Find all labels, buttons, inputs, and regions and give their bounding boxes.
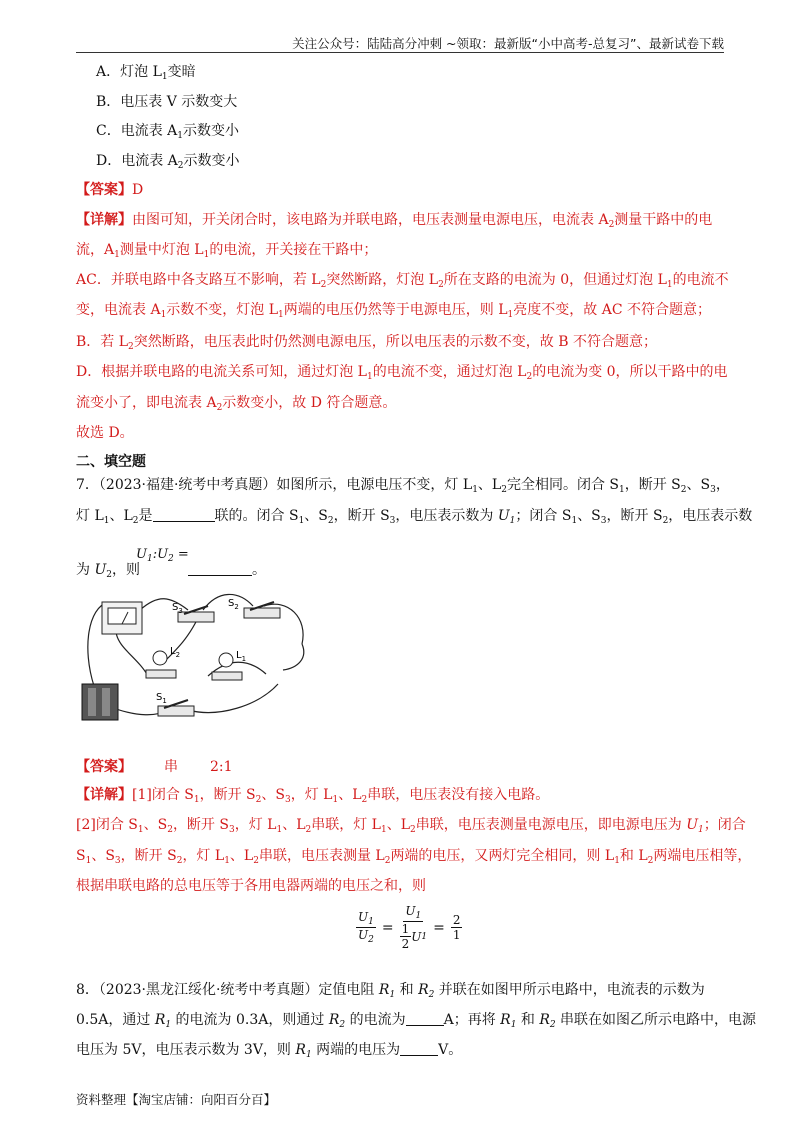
t: 是 (138, 508, 153, 524)
t: 、S (304, 508, 328, 524)
option-d (96, 151, 240, 176)
answer-blank[interactable] (400, 1041, 438, 1056)
q7-detail-4 (76, 876, 426, 896)
label-s3 (172, 602, 183, 615)
option-text: 电压表 V 示数变大 (120, 94, 238, 110)
s: 2 (647, 856, 654, 866)
t: 和 (395, 982, 419, 998)
option-letter: A． (96, 64, 121, 80)
s: 2 (128, 342, 134, 352)
bulb-base (146, 670, 176, 678)
s: 1 (415, 911, 422, 921)
t: ，则 (112, 562, 140, 578)
s: 1 (162, 697, 167, 705)
answer-blank[interactable] (188, 561, 252, 576)
fraction-result (451, 913, 463, 942)
s: 3 (600, 516, 607, 526)
s: 2 (255, 795, 262, 805)
s: 1 (510, 1020, 517, 1030)
q6-detail-6 (76, 362, 728, 387)
numerator: 2 (452, 913, 461, 927)
t: ；闭合 S (515, 508, 572, 524)
label-s2 (228, 598, 239, 611)
t: 流，A (76, 242, 115, 258)
t: 、S (261, 787, 285, 803)
s: 2 (327, 516, 334, 526)
s: 2 (176, 856, 183, 866)
t: 两端电压相等， (653, 848, 752, 864)
t: 、L (282, 817, 306, 833)
t: ；闭合 (703, 817, 746, 833)
s: 1 (160, 310, 167, 320)
t: 联的。闭合 S (214, 508, 299, 524)
battery-box (82, 684, 118, 720)
t: R (500, 1012, 511, 1028)
s: 2 (216, 403, 223, 413)
label-l1 (236, 650, 246, 663)
s: 1 (619, 485, 625, 495)
option-sub: 1 (177, 131, 184, 141)
t: ，断开 S (199, 787, 256, 803)
t: S (228, 598, 235, 609)
s: 1 (368, 917, 374, 927)
t: U (497, 508, 510, 524)
option-text: 灯泡 L (120, 64, 162, 80)
t: R (328, 1012, 340, 1028)
s: 2 (526, 372, 533, 382)
s: 2 (549, 1020, 556, 1030)
t: 故选 D。 (76, 425, 134, 441)
t: 串联在如图乙所示电路中，电源 (555, 1012, 757, 1028)
q6-answer (76, 180, 143, 200)
option-text-post: 变暗 (167, 64, 196, 80)
answer-value: D (132, 182, 144, 198)
option-text-post: 示数变小 (183, 123, 240, 139)
q8-line-2 (76, 1010, 756, 1035)
q7-line-1 (76, 475, 730, 500)
t: 的电流，开关接在干路中； (209, 242, 378, 258)
t: ，灯 L (234, 817, 277, 833)
t: ，断开 S (172, 817, 229, 833)
s: 2 (339, 1020, 346, 1030)
s: 1 (203, 250, 210, 260)
s: 2 (662, 516, 669, 526)
t: 8．（2023·黑龙江绥化·统考中考真题）定值电阻 (76, 982, 379, 998)
battery (82, 684, 118, 720)
s: 2 (320, 280, 327, 290)
t: 示数变小，故 D 符合题意。 (222, 395, 397, 411)
option-c (96, 121, 239, 146)
t: 、S (143, 817, 168, 833)
bulb-glass (219, 653, 233, 667)
s: 2 (106, 570, 112, 580)
t: ，灯 L (182, 848, 225, 864)
t: 、L (386, 817, 411, 833)
t: U (411, 929, 422, 944)
t: ，断开 S (333, 508, 390, 524)
s: 2 (384, 856, 391, 866)
t: 所在支路的电流为 0，但通过灯泡 L (443, 272, 667, 288)
s: 2 (428, 990, 435, 1000)
q6-detail-3 (76, 270, 729, 295)
switch-s3 (178, 606, 214, 622)
formula (356, 904, 462, 951)
t: 、L (477, 477, 502, 493)
s: 2 (680, 485, 687, 495)
s: 1 (114, 250, 120, 260)
t: ，断开 S (624, 477, 681, 493)
detail-label: 【详解】 (76, 787, 132, 803)
answer-label: 【答案】 (76, 182, 132, 198)
t: 、S (686, 477, 711, 493)
option-sub: 2 (177, 161, 184, 171)
s: 1 (137, 825, 144, 835)
t: 突然断路，电压表此时仍然测电源电压，所以电压表的示数不变，故 B 不符合题意； (133, 334, 657, 350)
wire (283, 644, 304, 670)
s: 1 (103, 516, 110, 526)
equals-sign: = (433, 919, 445, 936)
numerator (356, 910, 376, 928)
s: 1 (507, 310, 514, 320)
t: 突然断路，灯泡 L (326, 272, 439, 288)
t: L (170, 646, 176, 657)
t: 两端的电压为 (311, 1042, 401, 1058)
s: 1 (366, 372, 373, 382)
q7-detail-2 (76, 815, 746, 840)
option-text: 电流表 A (121, 153, 178, 169)
t: 、S (91, 848, 115, 864)
t: 两端的电压仍然等于电源电压，则 L (283, 302, 508, 318)
option-letter: B． (96, 94, 121, 110)
t: U (136, 547, 147, 562)
t: 流变小了，即电流表 A (76, 395, 217, 411)
t: [1]闭合 S (132, 787, 194, 803)
s: 2 (410, 825, 416, 835)
page-footer: 资料整理【淘宝店铺：向阳百分百】 (76, 1092, 277, 1107)
fraction-half (400, 904, 428, 951)
q7-answer (76, 757, 233, 777)
t: 由图可知，开关闭合时，该电路为并联电路，电压表测量电源电压，电流表 A (132, 212, 609, 228)
battery-cell (102, 688, 110, 716)
s: 1 (146, 554, 153, 564)
s: 2 (305, 825, 312, 835)
t: ，灯 L (290, 787, 333, 803)
s: 2 (234, 603, 239, 611)
voltmeter-dial (108, 608, 136, 624)
t: 示数不变，灯泡 L (166, 302, 279, 318)
t: 的电流为 0.3A，则通过 (171, 1012, 329, 1028)
switch-base (178, 612, 214, 622)
q6-detail-4 (76, 300, 711, 325)
t: ，断开 S (120, 848, 177, 864)
t: 亮度不变，故 AC 不符合题意； (513, 302, 711, 318)
t: 并联在如图甲所示电路中，电流表的示数为 (434, 982, 705, 998)
option-letter: C． (96, 123, 121, 139)
t: 。 (252, 562, 266, 578)
wire (188, 684, 278, 712)
s: 1 (614, 856, 620, 866)
fraction-u1-u2 (356, 910, 376, 945)
q7-blank-line (188, 560, 266, 580)
t: U (358, 928, 369, 942)
denominator (400, 922, 428, 951)
t: R (378, 982, 390, 998)
s: 1 (332, 795, 339, 805)
t: S (76, 848, 86, 864)
numerator: 1 (401, 922, 410, 936)
q6-detail-8 (76, 423, 134, 443)
t: = (173, 547, 189, 562)
s: 3 (228, 825, 235, 835)
s: 1 (666, 280, 673, 290)
s: 1 (421, 931, 428, 942)
q6-detail-7 (76, 393, 396, 418)
numerator (403, 904, 423, 922)
s: 1 (278, 310, 284, 320)
voltmeter (102, 602, 142, 634)
t: 的电流不 (672, 272, 729, 288)
t: 测量干路中的电 (614, 212, 713, 228)
t: 0.5A，通过 (76, 1012, 155, 1028)
half-fraction (400, 922, 412, 951)
s: 2 (132, 516, 139, 526)
t: 测量中灯泡 L (119, 242, 204, 258)
s: 1 (380, 825, 387, 835)
t: D．根据并联电路的电流关系可知，通过灯泡 L (76, 364, 367, 380)
s: 2 (368, 935, 374, 945)
denominator: 2 (401, 937, 410, 951)
t: 电压为 5V，电压表示数为 3V，则 (76, 1042, 296, 1058)
battery-cell (88, 688, 96, 716)
circuit-figure (78, 588, 310, 728)
wire (116, 632, 148, 676)
s: 3 (389, 516, 396, 526)
s: 2 (168, 554, 174, 564)
s: 1 (276, 825, 283, 835)
t: 、L (338, 787, 362, 803)
answer-value-2: 2:1 (210, 759, 233, 775)
t: 串联，电压表测量 L (258, 848, 385, 864)
t: B．若 L (76, 334, 129, 350)
t: 的电流不变，通过灯泡 L (372, 364, 527, 380)
t: R (295, 1042, 306, 1058)
bulb-base (212, 672, 242, 680)
label-s1 (156, 692, 167, 705)
page-header (76, 30, 724, 53)
option-text-post: 示数变小 (183, 153, 240, 169)
option-sub: 1 (161, 72, 168, 82)
t: 为 (76, 562, 95, 578)
q7-ratio (136, 545, 189, 569)
t: A；再将 (443, 1012, 501, 1028)
t: 、S (577, 508, 601, 524)
bulb-glass (153, 651, 167, 665)
t: 、L (229, 848, 254, 864)
q8-line-1 (76, 980, 705, 1005)
s: 1 (698, 825, 704, 835)
t: S (172, 602, 179, 613)
t: S (156, 692, 163, 703)
s: 2 (167, 825, 173, 835)
option-b (96, 92, 237, 112)
q7-line-2 (76, 506, 752, 531)
s: 1 (224, 856, 230, 866)
s: 1 (389, 990, 396, 1000)
t: R (154, 1012, 166, 1028)
q8-line-3 (76, 1040, 462, 1065)
s: 2 (175, 651, 181, 659)
q7-detail-3 (76, 846, 751, 871)
detail-label: 【详解】 (76, 212, 132, 228)
s: 2 (361, 795, 368, 805)
s: 3 (178, 607, 183, 615)
t: ，电压表示数为 (395, 508, 498, 524)
t: 、L (109, 508, 133, 524)
q6-detail-5 (76, 332, 657, 357)
answer-label: 【答案】 (76, 759, 132, 775)
answer-blank[interactable] (153, 507, 215, 522)
s: 1 (85, 856, 92, 866)
t: ，电压表示数 (668, 508, 753, 524)
t: 的电流为变 0，所以干路中的电 (532, 364, 728, 380)
answer-blank[interactable] (406, 1011, 444, 1026)
q6-detail-1 (76, 210, 712, 235)
t: 两端的电压，又两灯完全相同，则 L (390, 848, 615, 864)
option-letter: D． (96, 153, 122, 169)
s: 3 (114, 856, 121, 866)
s: 1 (193, 795, 200, 805)
s: 2 (501, 485, 507, 495)
answer-value-1: 串 (164, 759, 178, 775)
t: U (686, 817, 699, 833)
s: 3 (284, 795, 291, 805)
denominator (358, 928, 374, 945)
s: 2 (438, 280, 444, 290)
s: 1 (305, 1050, 312, 1060)
t: 变，电流表 A (76, 302, 161, 318)
t: V。 (438, 1042, 463, 1058)
t: 根据串联电路的总电压等于各用电器两端的电压之和，则 (76, 878, 426, 894)
equals-sign: = (381, 919, 394, 936)
t: ，断开 S (606, 508, 663, 524)
s: 1 (571, 516, 578, 526)
t: R (539, 1012, 550, 1028)
t: R (418, 982, 429, 998)
t: U (94, 562, 107, 578)
t: 串联，灯 L (311, 817, 381, 833)
t: U (405, 904, 416, 918)
section-title: 二、填空题 (76, 454, 146, 470)
t: 和 L (619, 848, 648, 864)
t: AC．并联电路中各支路互不影响，若 L (76, 272, 321, 288)
s: 1 (298, 516, 305, 526)
label-l2 (170, 646, 180, 659)
s: 1 (472, 485, 478, 495)
s: 1 (241, 655, 247, 663)
q7-detail-1 (76, 785, 549, 810)
t: [2]闭合 S (76, 817, 138, 833)
s: 1 (509, 516, 516, 526)
t: 串联，电压表测量电源电压，即电源电压为 (415, 817, 687, 833)
s: 2 (253, 856, 259, 866)
t: L (236, 650, 242, 661)
q7-line-3 (76, 560, 140, 585)
t: 完全相同。闭合 S (506, 477, 619, 493)
t: 灯 L (76, 508, 104, 524)
option-a (96, 62, 196, 87)
t: 的电流为 (345, 1012, 406, 1028)
header-text: 关注公众号：陆陆高分冲刺 ~领取：最新版“小中高考-总复习”、最新试卷下载 (292, 36, 724, 51)
switch-base (244, 608, 280, 618)
t: U (358, 910, 369, 924)
t: ， (715, 477, 730, 493)
t: :U (152, 547, 169, 562)
switch-base (158, 706, 194, 716)
option-text: 电流表 A (120, 123, 178, 139)
q6-detail-2 (76, 240, 377, 265)
denominator: 1 (452, 928, 461, 942)
s: 2 (608, 220, 615, 230)
t: 串联，电压表没有接入电路。 (367, 787, 550, 803)
t: 和 (516, 1012, 540, 1028)
s: 3 (710, 485, 716, 495)
s: 1 (165, 1020, 172, 1030)
t: 7．（2023·福建·统考中考真题）如图所示，电源电压不变，灯 L (76, 477, 473, 493)
